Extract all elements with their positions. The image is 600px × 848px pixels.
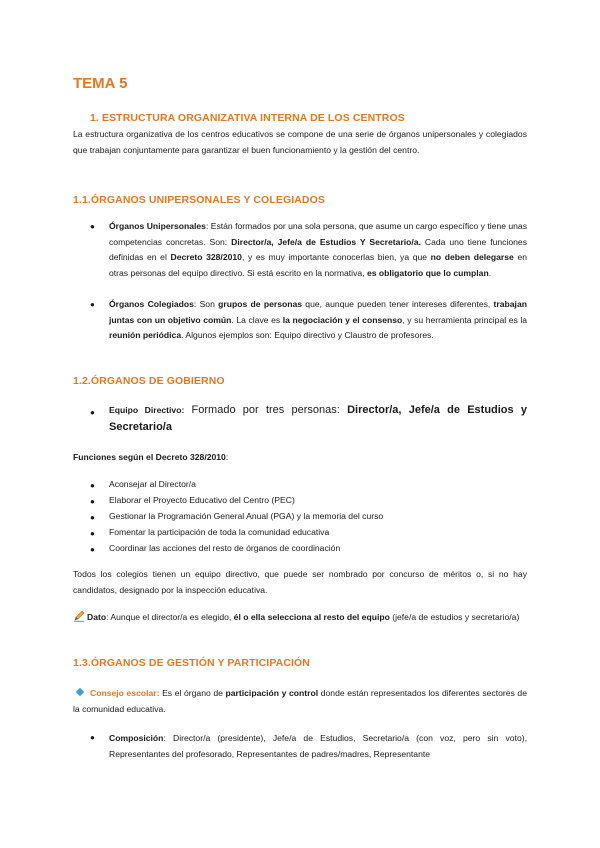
section-1-3-heading: 1.3.ÓRGANOS DE GESTIÓN Y PARTICIPACIÓN [73,657,310,669]
bullet-icon: ● [90,408,95,417]
section-1-2-heading: 1.2.ÓRGANOS DE GOBIERNO [73,375,225,387]
term-unipersonales: Órganos Unipersonales [109,221,206,231]
funcion-item: Elaborar el Proyecto Educativo del Centro (PEC) [109,495,295,505]
funcion-item: Fomentar la participación de toda la comunidad educativa [109,527,330,537]
funcion-item: Aconsejar al Director/a [109,479,196,489]
bullet-icon: ● [90,300,95,309]
section-1-heading: 1. ESTRUCTURA ORGANIZATIVA INTERNA DE LOS CENTROS [90,112,405,124]
bullet-icon: ● [90,733,95,742]
bullet-icon: ● [90,513,95,522]
list-item-colegiados: Órganos Colegiados: Son grupos de personas que, aunque pueden tener intereses diferentes, trabajan juntas con un objetivo común. La clave es la negociación y el consenso, y su herramienta principal es la reunión periódica. Algunos ejemplos son: Equipo directivo y Claustro de profesores. [109,299,528,341]
diamond-bullet-icon [76,688,84,696]
bullet-icon: ● [90,529,95,538]
term-colegiados: Órganos Colegiados [109,299,194,309]
bullet-icon: ● [90,481,95,490]
section-1-1-heading: 1.1.ÓRGANOS UNIPERSONALES Y COLEGIADOS [73,194,325,206]
bullet-icon: ● [90,545,95,554]
list-item-unipersonales: Órganos Unipersonales: Están formados por una sola persona, que asume un cargo específico y tiene unas competencias concretas. Son: Director/a, Jefe/a de Estudios Y Secretario/a. Cada uno tiene funciones definidas en el Decreto 328/2010, y es muy importante conocerlas bien, ya que no deben delegarse en otras personas del equipo directivo. Si está escrito en la normativa, es obligatorio que lo cumplan. [109,221,528,278]
equipo-directivo-paragraph: Todos los colegios tienen un equipo directivo, que puede ser nombrado por concurso de méritos o, si no hay candidatos, designado por la inspección educativa. [73,569,527,595]
consejo-escolar-paragraph: Consejo escolar: Es el órgano de participación y control donde están representados los diferentes sectores de la comunidad educativa. [73,688,527,714]
bullet-icon: ● [90,222,95,231]
list-item-equipo-directivo: Equipo Directivo: Formado por tres personas: Director/a, Jefe/a de Estudios y Secretario/a [109,404,527,433]
list-item-composicion: Composición: Director/a (presidente), Jefe/a de Estudios, Secretario/a (con voz, pero sin voto), Representantes del profesorado, Representantes de padres/madres, Representante [109,733,527,759]
dato-note: Dato: Aunque el director/a es elegido, él o ella selecciona al resto del equipo (jefe/a de estudios y secretario/a) [73,610,527,626]
funcion-item: Gestionar la Programación General Anual (PGA) y la memoria del curso [109,511,384,521]
tema-title: TEMA 5 [73,75,128,92]
funcion-item: Coordinar las acciones del resto de órganos de coordinación [109,543,341,553]
section-1-paragraph: La estructura organizativa de los centros educativos se compone de una serie de órganos unipersonales y colegiados que trabajan conjuntamente para garantizar el buen funcionamiento y la gestión del centro. [73,129,527,155]
pencil-icon [73,610,85,622]
bullet-icon: ● [90,497,95,506]
funciones-heading: Funciones según el Decreto 328/2010: [73,452,229,462]
